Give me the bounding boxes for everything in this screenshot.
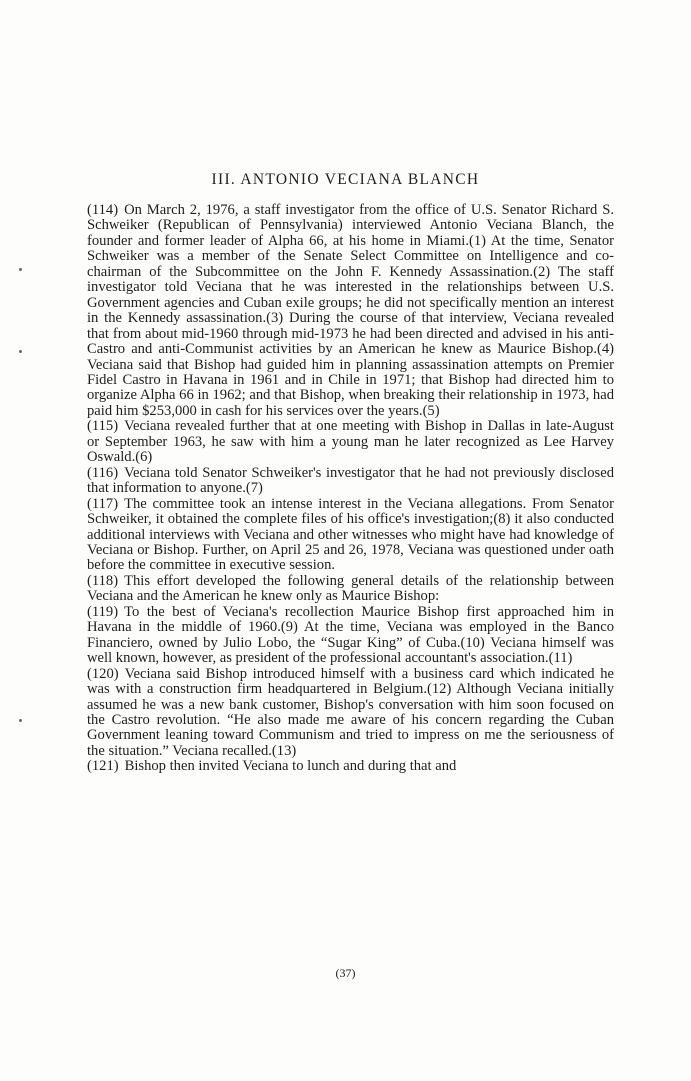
margin-mark	[19, 350, 22, 353]
paragraph-number: (120)	[87, 665, 119, 682]
paragraph-text: The committee took an intense interest in the Veciana allegations. From Senator Schweiker, it obtained the complete files of his office's investigation;(8) it also conducted additional interviews with Veciana and other witnesses who might have had knowledge of Veciana or Bishop. Further, on April 25 and 26, 1978, Veciana was questioned under oath before the committee in executive session.	[87, 495, 614, 574]
page-number: (37)	[335, 966, 356, 980]
paragraph-number: (119)	[87, 603, 119, 620]
paragraph-number: (115)	[87, 418, 119, 435]
paragraph-text: To the best of Veciana's recollection Maurice Bishop first approached him in Havana in the middle of 1960.(9) At the time, Veciana was employed in the Banco Financiero, owned by Julio Lobo, the “Sugar King” of Cuba.(10) Veciana himself was well known, however, as president of the professional accountant's association.(11)	[87, 603, 614, 667]
paragraph-text: This effort developed the following general details of the relationship between Veciana and the American he knew only as Maurice Bishop:	[87, 572, 614, 605]
paragraph-number: (117)	[87, 495, 119, 512]
section-title: III. ANTONIO VECIANA BLANCH	[211, 171, 480, 188]
paragraph-text: On March 2, 1976, a staff investigator from the office of U.S. Senator Richard S. Schweiker (Republican of Pennsylvania) interviewed Antonio Veciana Blanch, the founder and former leader of Alpha 66, at his home in Miami.(1) At the time, Senator Schweiker was a member of the Senate Select Committee on Intelligence and co-chairman of the Subcommittee on the John F. Kennedy Assassination.(2) The staff investigator told Veciana that he was interested in the relationships between U.S. Government agencies and Cuban exile groups; he did not specifically mention an interest in the Kennedy assassination.(3) During the course of that interview, Veciana revealed that from about mid-1960 through mid-1973 he had been directed and advised in his anti-Castro and anti-Communist activities by an American he knew as Maurice Bishop.(4) Veciana said that Bishop had guided him in planning assassination attempts on Premier Fidel Castro in Havana in 1961 and in Chile in 1971; that Bishop had directed him to organize Alpha 66 in 1962; and that Bishop, when breaking their relationship in 1973, had paid him $253,000 in cash for his services over the years.(5)	[87, 202, 614, 419]
paragraph-114	[87, 203, 614, 419]
paragraph-115	[87, 419, 614, 465]
paragraph-118	[87, 574, 614, 605]
margin-mark	[19, 268, 22, 271]
paragraph-120	[87, 667, 614, 760]
paragraph-text: Veciana said Bishop introduced himself with a business card which indicated he was with a construction firm headquartered in Belgium.(12) Although Veciana initially assumed he was a new bank customer, Bishop's conversation with him soon focused on the Castro revolution. “He also made me aware of his concern regarding the Cuban Government leaning toward Communism and tried to impress on me the seriousness of the situation.” Veciana recalled.(13)	[87, 665, 614, 759]
paragraph-text: Veciana revealed further that at one meeting with Bishop in Dallas in late-August or September 1963, he saw with him a young man he later recognized as Lee Harvey Oswald.(6)	[87, 418, 614, 466]
paragraph-119	[87, 605, 614, 667]
paragraph-116	[87, 466, 614, 497]
paragraph-number: (116)	[87, 464, 119, 481]
body-text	[87, 203, 614, 775]
margin-mark	[19, 719, 22, 722]
paragraph-121	[87, 759, 614, 774]
paragraph-text: Veciana told Senator Schweiker's investigator that he had not previously disclosed that information to anyone.(7)	[87, 464, 614, 497]
paragraph-number: (118)	[87, 572, 119, 589]
paragraph-text: Bishop then invited Veciana to lunch and during that and	[124, 758, 457, 775]
paragraph-number: (114)	[87, 202, 119, 218]
paragraph-number: (121)	[87, 758, 119, 775]
paragraph-117	[87, 497, 614, 574]
